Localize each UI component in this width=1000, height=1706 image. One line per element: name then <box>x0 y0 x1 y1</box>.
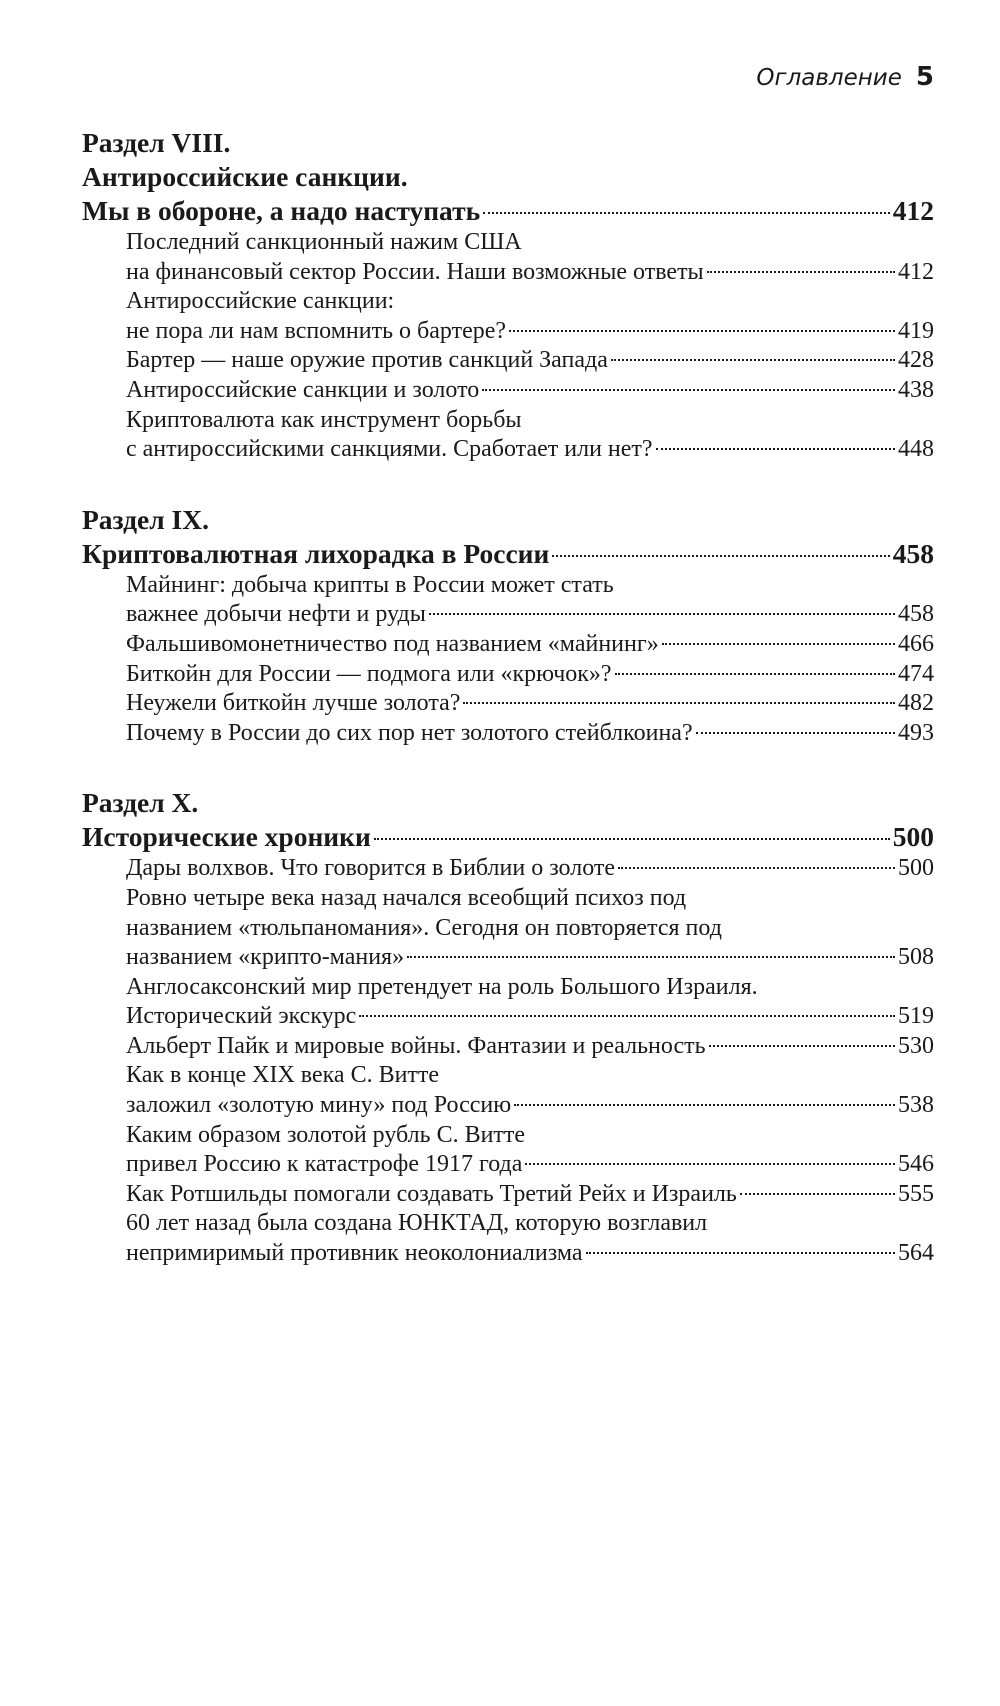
dot-leader <box>586 1252 895 1254</box>
toc-entry[interactable] <box>126 973 934 1032</box>
entry-last-row <box>126 346 934 376</box>
entry-page-number: 500 <box>898 855 934 882</box>
section-title: Криптовалютная лихорадка в России <box>82 537 550 569</box>
dot-leader <box>618 867 895 869</box>
section-title-row[interactable] <box>82 537 934 571</box>
entry-title-line: Криптовалюта как инструмент борьбы <box>126 406 522 433</box>
running-head-title: Оглавление <box>756 65 902 91</box>
entry-page-number: 448 <box>898 436 934 463</box>
entry-title-line: Неужели биткойн лучше золота? <box>126 690 461 717</box>
entry-title-line: на финансовый сектор России. Наши возможные ответы <box>126 258 704 285</box>
dot-leader <box>359 1015 895 1017</box>
section-entries <box>82 854 934 1268</box>
section-heading: Раздел VIII. <box>82 127 231 158</box>
entry-title-line: важнее добычи нефти и руды <box>126 601 426 628</box>
section-entries <box>82 571 934 749</box>
entry-title-line: Англосаксонский мир претендует на роль Большого Израиля. <box>126 973 758 1000</box>
toc-entry[interactable] <box>126 719 934 749</box>
entry-title-line: Исторический экскурс <box>126 1003 357 1030</box>
entry-last-row <box>126 1032 934 1062</box>
entry-title-line: Почему в России до сих пор нет золотого стейблкоина? <box>126 719 693 746</box>
toc-section <box>82 786 934 1268</box>
entry-page-number: 530 <box>898 1032 934 1059</box>
entry-last-row <box>126 376 934 406</box>
entry-title-line: названием «крипто-мания» <box>126 944 405 971</box>
toc-section <box>82 503 934 749</box>
entry-page-number: 546 <box>898 1151 934 1178</box>
entry-title-line: непримиримый противник неоколониализма <box>126 1240 583 1267</box>
section-title-row[interactable] <box>82 820 934 854</box>
toc-entry[interactable] <box>126 376 934 406</box>
entry-title-line: заложил «золотую мину» под Россию <box>126 1092 512 1119</box>
dot-leader <box>482 389 895 391</box>
section-entries <box>82 228 934 465</box>
toc-entry[interactable] <box>126 660 934 690</box>
toc-entry[interactable] <box>126 406 934 465</box>
page-number: 5 <box>915 62 934 92</box>
entry-title-line: Каким образом золотой рубль С. Витте <box>126 1121 526 1148</box>
entry-title-line: Альберт Пайк и мировые войны. Фантазии и реальность <box>126 1032 706 1059</box>
entry-title-line: с антироссийскими санкциями. Сработает или нет? <box>126 436 653 463</box>
dot-leader <box>662 643 895 645</box>
entry-last-row <box>126 660 934 690</box>
toc-entry[interactable] <box>126 1180 934 1210</box>
entry-page-number: 482 <box>898 690 934 717</box>
entry-page-number: 508 <box>898 944 934 971</box>
dot-leader <box>429 613 895 615</box>
entry-title-line: названием «тюльпаномания». Сегодня он повторяется под <box>126 914 722 941</box>
toc-entry[interactable] <box>126 346 934 376</box>
toc-entry[interactable] <box>126 1032 934 1062</box>
entry-title-line: Антироссийские санкции и золото <box>126 376 480 403</box>
entry-last-row <box>126 1180 934 1210</box>
entry-last-row <box>126 630 934 660</box>
dot-leader <box>611 359 895 361</box>
entry-last-row <box>126 258 934 288</box>
section-page-number: 412 <box>892 195 934 226</box>
entry-last-row <box>126 719 934 749</box>
entry-title-line: Бартер — наше оружие против санкций Запада <box>126 347 608 374</box>
toc-entry[interactable] <box>126 1209 934 1268</box>
dot-leader <box>483 212 890 214</box>
entry-last-row <box>126 317 934 347</box>
entry-title-line: Фальшивомонетничество под названием «майнинг» <box>126 630 659 657</box>
section-page-number: 458 <box>892 537 934 569</box>
entry-last-row <box>126 1002 934 1032</box>
dot-leader <box>525 1163 895 1165</box>
entry-page-number: 419 <box>898 317 934 344</box>
entry-last-row <box>126 1239 934 1269</box>
section-heading: Раздел IX. <box>82 503 209 535</box>
entry-last-row <box>126 1091 934 1121</box>
toc-entry[interactable] <box>126 854 934 884</box>
dot-leader <box>615 673 895 675</box>
entry-page-number: 438 <box>898 376 934 403</box>
section-title: Исторические хроники <box>82 821 371 853</box>
toc-entry[interactable] <box>126 689 934 719</box>
toc-entry[interactable] <box>126 1061 934 1120</box>
entry-title-line: Дары волхвов. Что говорится в Библии о золоте <box>126 855 616 882</box>
entry-last-row <box>126 689 934 719</box>
entry-title-line: Как в конце XIX века С. Витте <box>126 1062 440 1089</box>
entry-page-number: 519 <box>898 1003 934 1030</box>
toc-entry[interactable] <box>126 1121 934 1180</box>
toc-entry[interactable] <box>126 571 934 630</box>
entry-page-number: 412 <box>898 258 934 285</box>
entry-last-row <box>126 600 934 630</box>
dot-leader <box>656 448 895 450</box>
dot-leader <box>514 1104 895 1106</box>
toc-section <box>82 126 934 465</box>
dot-leader <box>709 1045 895 1047</box>
entry-title-line: 60 лет назад была создана ЮНКТАД, которую возглавил <box>126 1210 708 1237</box>
entry-page-number: 555 <box>898 1180 934 1207</box>
entry-title-line: Последний санкционный нажим США <box>126 229 522 255</box>
entry-title-line: Ровно четыре века назад начался всеобщий психоз под <box>126 884 687 911</box>
entry-page-number: 458 <box>898 601 934 628</box>
section-page-number: 500 <box>892 821 934 853</box>
entry-title-line: не пора ли нам вспомнить о бартере? <box>126 317 507 344</box>
entry-last-row <box>126 943 934 973</box>
toc-entry[interactable] <box>126 228 934 287</box>
entry-page-number: 428 <box>898 347 934 374</box>
entry-page-number: 466 <box>898 630 934 657</box>
dot-leader <box>374 838 890 840</box>
entry-last-row <box>126 854 934 884</box>
section-heading: Антироссийские санкции. <box>82 161 408 192</box>
entry-last-row <box>126 435 934 465</box>
entry-last-row <box>126 1150 934 1180</box>
entry-title-line: Майнинг: добыча крипты в России может стать <box>126 571 614 598</box>
entry-title-line: Как Ротшильды помогали создавать Третий Рейх и Израиль <box>126 1180 737 1207</box>
dot-leader <box>707 271 895 273</box>
entry-title-line: Биткойн для России — подмога или «крючок»? <box>126 660 612 687</box>
section-heading: Раздел X. <box>82 787 199 819</box>
toc-entry[interactable] <box>126 884 934 973</box>
dot-leader <box>509 330 895 332</box>
book-page <box>82 0 934 1706</box>
entry-page-number: 474 <box>898 660 934 687</box>
dot-leader <box>552 555 889 557</box>
dot-leader <box>740 1193 895 1195</box>
running-head <box>756 62 934 92</box>
dot-leader <box>407 956 895 958</box>
section-title: Мы в обороне, а надо наступать <box>82 195 481 226</box>
dot-leader <box>463 702 895 704</box>
section-title-row[interactable] <box>82 194 934 228</box>
entry-title-line: привел Россию к катастрофе 1917 года <box>126 1151 523 1178</box>
dot-leader <box>696 732 895 734</box>
entry-page-number: 538 <box>898 1092 934 1119</box>
entry-page-number: 564 <box>898 1240 934 1267</box>
table-of-contents <box>82 126 934 1307</box>
entry-page-number: 493 <box>898 719 934 746</box>
toc-entry[interactable] <box>126 630 934 660</box>
entry-title-line: Антироссийские санкции: <box>126 288 395 315</box>
toc-entry[interactable] <box>126 287 934 346</box>
